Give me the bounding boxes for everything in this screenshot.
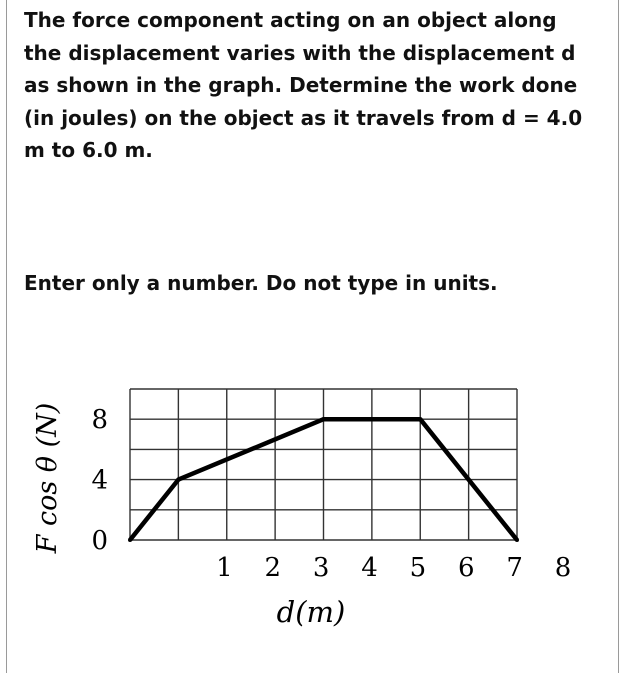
x-tick-labels: [216, 553, 571, 583]
y-tick-label: 8: [91, 405, 108, 436]
x-tick-label: 3: [312, 553, 330, 583]
y-tick-labels: [91, 405, 108, 556]
answer-instruction: Enter only a number. Do not type in units.: [24, 271, 498, 295]
question-line: The force component acting on an object along: [24, 8, 557, 32]
x-tick-label: 8: [554, 553, 572, 583]
y-tick-label: 0: [91, 526, 108, 556]
data-point: [322, 417, 326, 421]
question-line: as shown in the graph. Determine the work done: [24, 73, 578, 97]
x-axis-label: d(m): [276, 595, 346, 629]
data-point: [418, 417, 422, 421]
y-tick-label: 4: [91, 465, 108, 496]
question-line: the displacement varies with the displacement d: [24, 40, 576, 65]
x-tick-label: 4: [361, 553, 378, 583]
x-tick-label: 5: [409, 553, 427, 583]
x-tick-label: 7: [506, 553, 523, 583]
data-point: [128, 538, 132, 542]
x-tick-label: 6: [457, 553, 475, 583]
question-line: m to 6.0 m.: [24, 138, 153, 162]
x-tick-label: 1: [216, 553, 233, 583]
data-point: [515, 538, 519, 542]
y-axis-label: F cos θ (N): [32, 402, 63, 554]
data-point: [176, 478, 180, 482]
question-line: (in joules) on the object as it travels from d = 4.0: [24, 105, 583, 130]
x-tick-label: 2: [264, 553, 282, 583]
